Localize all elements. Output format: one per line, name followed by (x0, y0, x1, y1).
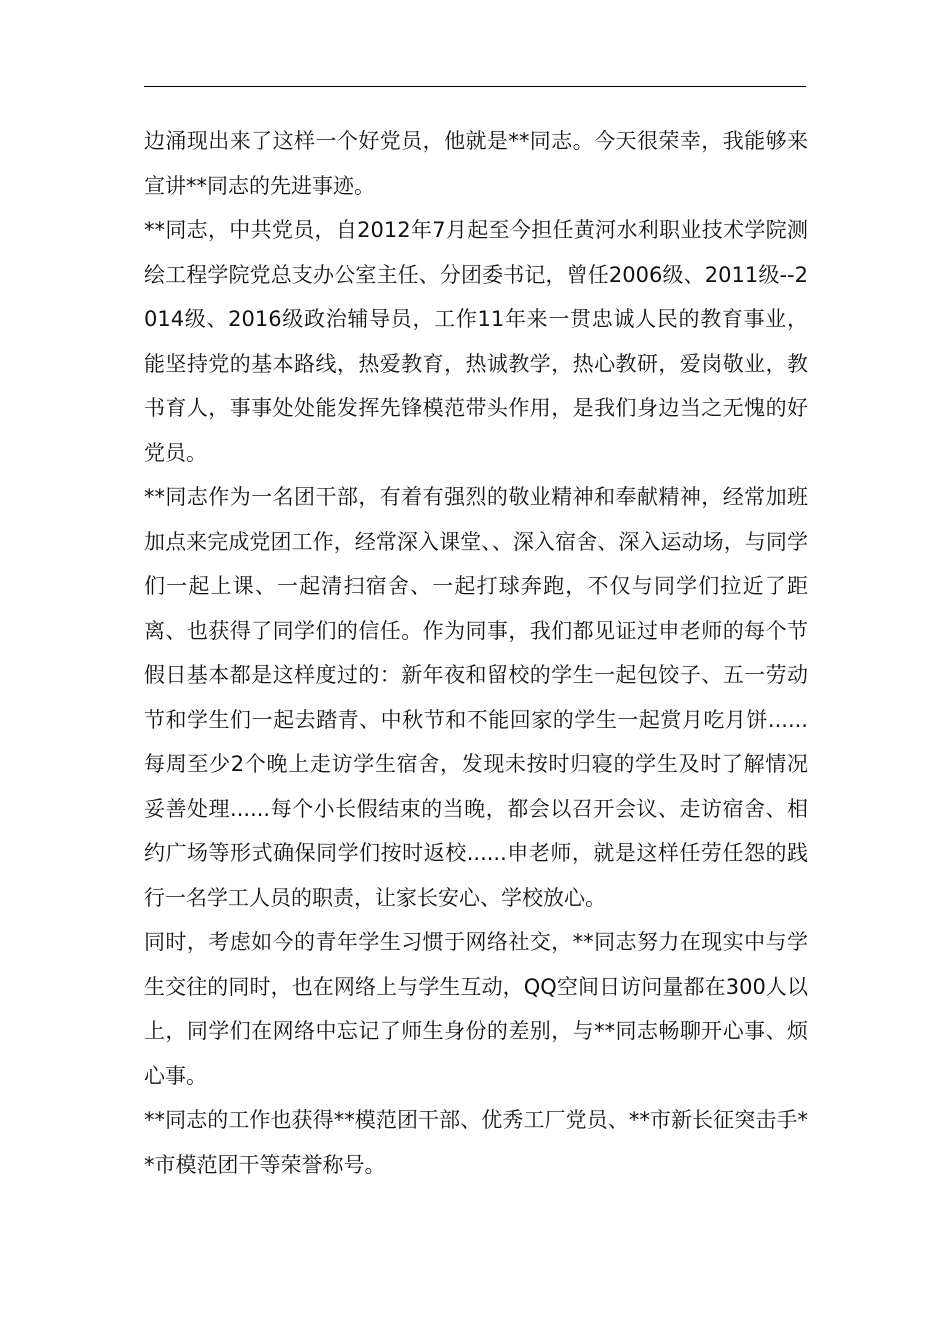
paragraph-1: 边涌现出来了这样一个好党员，他就是**同志。今天很荣幸，我能够来宣讲**同志的先进事迹。 (144, 129, 808, 198)
paragraph-5: **同志的工作也获得**模范团干部、优秀工厂党员、**市新长征突击手**市模范团干等荣誉称号。 (144, 1108, 808, 1177)
paragraph-3: **同志作为一名团干部，有着有强烈的敬业精神和奉献精神，经常加班加点来完成党团工作，经常深入课堂、、深入宿舍、深入运动场，与同学们一起上课、一起清扫宿舍、一起打球奔跑，不仅与同学们拉近了距离、也获得了同学们的信任。作为同事，我们都见证过申老师的每个节假日基本都是这样度过的：新年夜和留校的学生一起包饺子、五一劳动节和学生们一起去踏青、中秋节和不能回家的学生一起赏月吃月饼......每周至少2个晚上走访学生宿舍，发现未按时归寝的学生及时了解情况妥善处理......每个小长假结束的当晚，都会以召开会议、走访宿舍、相约广场等形式确保同学们按时返校......申老师，就是这样任劳任怨的践行一名学工人员的职责，让家长安心、学校放心。 (144, 485, 808, 910)
header-rule (144, 86, 806, 87)
paragraph-2: **同志，中共党员，自2012年7月起至今担任黄河水利职业技术学院测绘工程学院党总支办公室主任、分团委书记，曾任2006级、2011级--2014级、2016级政治辅导员，工作11年来一贯忠诚人民的教育事业，能坚持党的基本路线，热爱教育，热诚教学，热心教研，爱岗敬业，教书育人，事事处处能发挥先锋模范带头作用，是我们身边当之无愧的好党员。 (144, 218, 808, 465)
document-body (144, 119, 808, 1187)
paragraph-4: 同时，考虑如今的青年学生习惯于网络社交，**同志努力在现实中与学生交往的同时，也在网络上与学生互动，QQ空间日访问量都在300人以上，同学们在网络中忘记了师生身份的差别，与**同志畅聊开心事、烦心事。 (144, 930, 808, 1088)
